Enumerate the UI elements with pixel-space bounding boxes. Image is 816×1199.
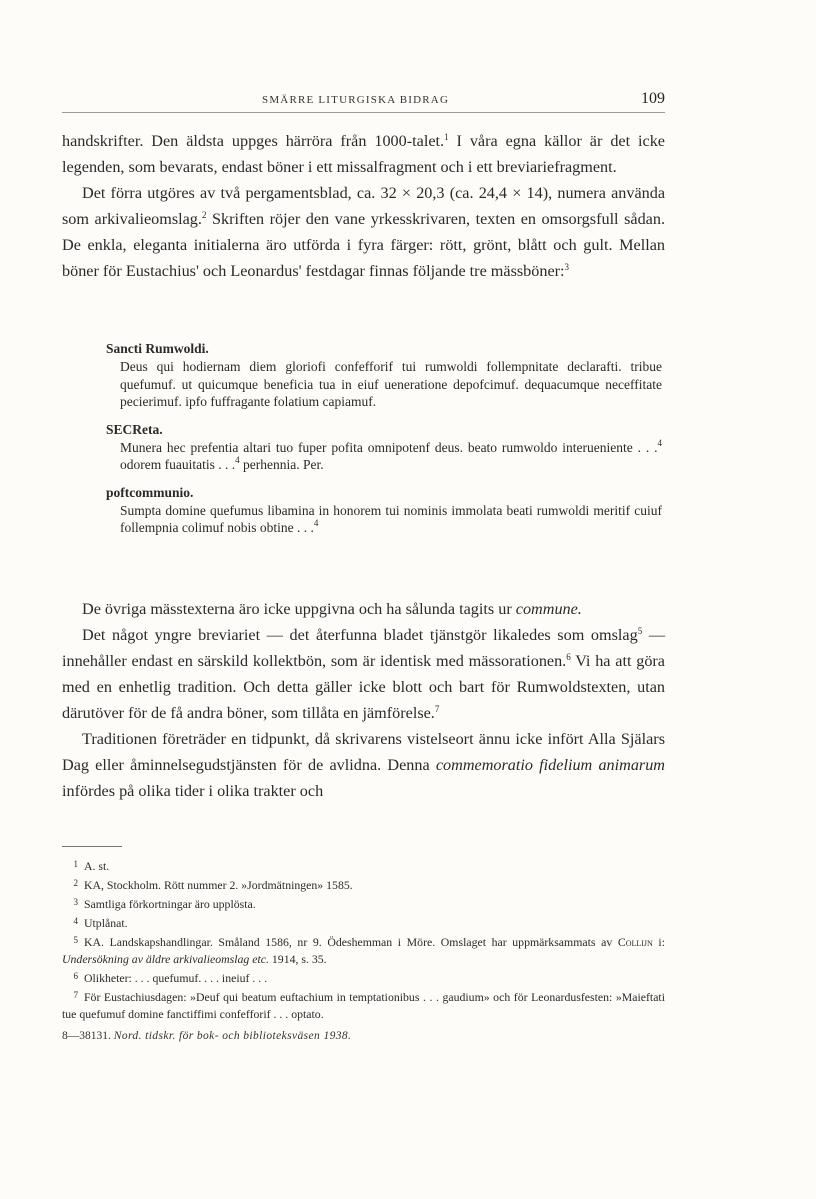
page-number: 109 — [641, 90, 665, 107]
prayer-title-1: Sancti Rumwoldi. — [106, 341, 209, 356]
imprint-journal: Nord. tidskr. för bok- och biblioteksväsen 1938. — [113, 1030, 352, 1042]
paragraph-2: Det förra utgöres av två pergamentsblad, ca. 32 × 20,3 (ca. 24,4 × 14), numera använda som arkivalieomslag.$^2$ Skriften röjer den vane yrkesskrivaren, texten en omsorgsfull sådan. De enkla, eleganta initialerna äro utförda i fyra färger: rött, grönt, blått och gult. Mellan böner för Eustachius' och Leonardus' festdagar finnas följande tre mässböner:$^3$ — [62, 184, 665, 280]
footnote-2: 2 KA, Stockholm. Rött nummer 2. »Jordmätningen» 1585. — [73, 878, 353, 892]
main-text-top — [62, 128, 665, 284]
prayer-text-1: Deus qui hodiernam diem gloriofi confefforif tui rumwoldi follempnitate declarafti. tribue quefumuf. ut quicumque beneficia tua in eiuf ueneratione depofcimuf. dequacumque neceffitate pecierimuf. ipfo fuffragante folatium capiamuf. — [120, 359, 662, 409]
prayer-text-3: Sumpta domine quefumus libamina in honorem tui nominis immolata beati rumwoldi meritif cuiuf follempnia colimuf nobis obtine . . .$^4$ — [120, 502, 662, 535]
imprint — [62, 1030, 351, 1042]
prayer-text-2: Munera hec prefentia altari tuo fuper pofita omnipotenf deus. beato rumwoldo interueniente . . .$^4$ odorem fuauitatis . . .$^4$ perhennia. Per. — [120, 437, 662, 472]
footnote-7: 7 För Eustachiusdagen: »Deuf qui beatum euftachium in temptationibus . . . gaudium» och för Leonardusfesten: »Maieftati tue quefumuf domine fanctiffimi confefforif . . . optato. — [62, 990, 665, 1021]
footnotes — [62, 856, 665, 1023]
prayer-title-2: SECReta. — [106, 421, 163, 437]
paragraph-4: Det något yngre breviariet — det återfunna bladet tjänstgör likaledes som omslag$^5$ — innehåller endast en särskild kollektbön, som är identisk med mässorationen.$^6$ Vi ha att göra med en enhetlig tradition. Och detta gäller icke blott och bart för Rumwoldstexten, utan därutöver för de få andra böner, som tillåta en jämförelse.$^7$ — [62, 626, 666, 722]
main-text-bottom — [62, 596, 665, 804]
footnote-5: 5 KA. Landskapshandlingar. Småland 1586, nr 9. Ödeshemman i Möre. Omslaget har uppmärksammats av Collijn i: Undersökning av äldre arkivalieomslag etc. 1914, s. 35. — [62, 935, 665, 966]
page-header — [62, 92, 665, 113]
running-head: SMÄRRE LITURGISKA BIDRAG — [262, 94, 450, 106]
prayer-block — [106, 340, 662, 537]
footnote-rule — [62, 846, 122, 847]
prayer-title-3: poftcommunio. — [106, 484, 194, 500]
footnote-6: 6 Olikheter: . . . quefumuf. . . . ineiuf . . . — [73, 971, 268, 985]
paragraph-1: handskrifter. Den äldsta uppges härröra från 1000-talet.$^1$ I våra egna källor är det icke legenden, som bevarats, endast böner i ett missalfragment och i ett breviariefragment. — [62, 132, 665, 176]
footnote-4: 4 Utplånat. — [73, 916, 128, 930]
footnote-3: 3 Samtliga förkortningar äro upplösta. — [73, 897, 256, 911]
paragraph-5: Traditionen företräder en tidpunkt, då skrivarens vistelseort ännu icke infört Alla Själars Dag eller åminnelsegudstjänsten för de avlidna. Denna commemoratio fidelium animarum infördes på olika tider i olika trakter och — [62, 730, 665, 800]
paragraph-3: De övriga mässtexterna äro icke uppgivna och ha sålunda tagits ur commune. — [82, 600, 582, 618]
footnote-1: 1 A. st. — [73, 859, 110, 873]
imprint-code: 8—38131. — [62, 1030, 111, 1042]
